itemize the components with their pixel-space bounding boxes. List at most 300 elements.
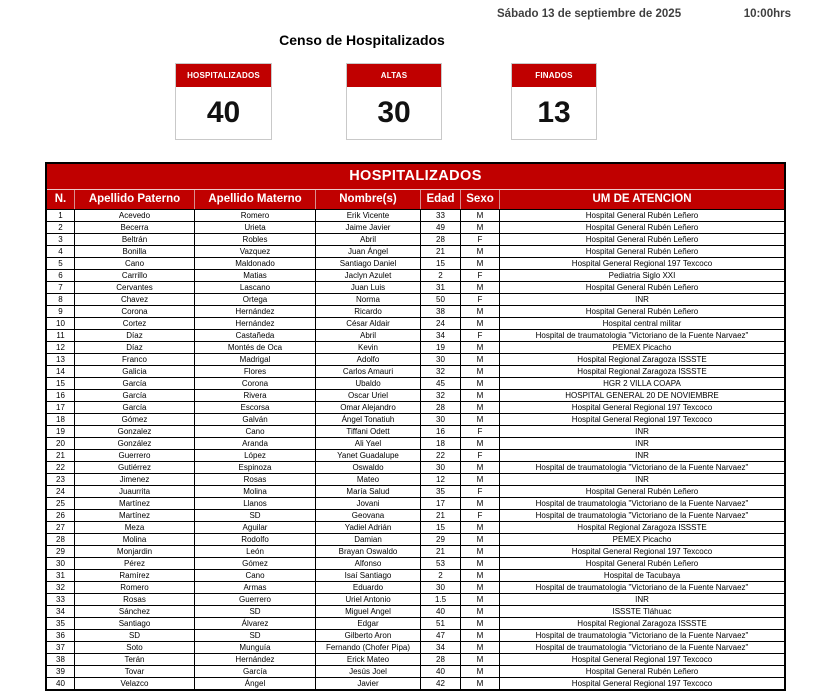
cell-n: 24 — [47, 485, 75, 497]
cell-nombres: Ali Yael — [316, 437, 421, 449]
cell-nombres: Yadiel Adrián — [316, 521, 421, 533]
cell-n: 15 — [47, 377, 75, 389]
cell-sexo: M — [461, 473, 500, 485]
column-header-apellido-materno: Apellido Materno — [195, 190, 316, 209]
cell-sexo: M — [461, 281, 500, 293]
cell-apellido-paterno: Galicia — [75, 365, 195, 377]
cell-sexo: M — [461, 245, 500, 257]
cell-apellido-paterno: Díaz — [75, 329, 195, 341]
cell-n: 40 — [47, 677, 75, 689]
cell-edad: 40 — [421, 665, 461, 677]
cell-nombres: Juan Ángel — [316, 245, 421, 257]
cell-apellido-paterno: Terán — [75, 653, 195, 665]
cell-edad: 47 — [421, 629, 461, 641]
cell-edad: 38 — [421, 305, 461, 317]
cell-nombres: César Aldair — [316, 317, 421, 329]
table-body — [47, 209, 784, 689]
cell-apellido-materno: Espinoza — [195, 461, 316, 473]
cell-nombres: Geovana — [316, 509, 421, 521]
table-row — [47, 425, 784, 437]
cell-edad: 29 — [421, 533, 461, 545]
table-row — [47, 389, 784, 401]
table-row — [47, 665, 784, 677]
cell-n: 22 — [47, 461, 75, 473]
column-header-edad: Edad — [421, 190, 461, 209]
cell-n: 7 — [47, 281, 75, 293]
cell-n: 29 — [47, 545, 75, 557]
cell-um-de-atencion: INR — [500, 437, 784, 449]
cell-sexo: F — [461, 233, 500, 245]
cell-n: 23 — [47, 473, 75, 485]
cell-apellido-paterno: Soto — [75, 641, 195, 653]
cell-apellido-paterno: García — [75, 389, 195, 401]
cell-apellido-paterno: Martínez — [75, 509, 195, 521]
cell-nombres: Eduardo — [316, 581, 421, 593]
cell-apellido-materno: Urieta — [195, 221, 316, 233]
cell-nombres: Oswaldo — [316, 461, 421, 473]
cell-apellido-materno: Lascano — [195, 281, 316, 293]
cell-sexo: M — [461, 401, 500, 413]
cell-sexo: F — [461, 425, 500, 437]
cell-apellido-materno: Maldonado — [195, 257, 316, 269]
cell-nombres: Alfonso — [316, 557, 421, 569]
table-row — [47, 257, 784, 269]
cell-um-de-atencion: Hospital de traumatologia "Victoriano de la Fuente Narvaez" — [500, 497, 784, 509]
cell-apellido-paterno: Meza — [75, 521, 195, 533]
cell-edad: 40 — [421, 605, 461, 617]
cell-apellido-materno: López — [195, 449, 316, 461]
cell-apellido-paterno: Bonilla — [75, 245, 195, 257]
cell-sexo: M — [461, 461, 500, 473]
table-row — [47, 641, 784, 653]
cell-nombres: Abril — [316, 329, 421, 341]
cell-n: 10 — [47, 317, 75, 329]
cell-um-de-atencion: Hospital General Rubén Leñero — [500, 209, 784, 221]
cell-apellido-materno: Molina — [195, 485, 316, 497]
cell-apellido-paterno: Monjardin — [75, 545, 195, 557]
cell-n: 16 — [47, 389, 75, 401]
cell-apellido-paterno: Pérez — [75, 557, 195, 569]
cell-nombres: Ángel Tonatiuh — [316, 413, 421, 425]
cell-n: 20 — [47, 437, 75, 449]
cell-nombres: Edgar — [316, 617, 421, 629]
cell-nombres: Carlos Amauri — [316, 365, 421, 377]
cell-edad: 2 — [421, 269, 461, 281]
table-row — [47, 617, 784, 629]
cell-nombres: María Salud — [316, 485, 421, 497]
cell-um-de-atencion: Hospital General Rubén Leñero — [500, 557, 784, 569]
cell-um-de-atencion: Hospital de traumatologia "Victoriano de la Fuente Narvaez" — [500, 329, 784, 341]
cell-sexo: F — [461, 509, 500, 521]
cell-n: 9 — [47, 305, 75, 317]
summary-card-value: 40 — [206, 96, 241, 129]
cell-sexo: F — [461, 329, 500, 341]
cell-apellido-materno: Montés de Oca — [195, 341, 316, 353]
cell-sexo: M — [461, 221, 500, 233]
cell-um-de-atencion: INR — [500, 473, 784, 485]
cell-sexo: M — [461, 557, 500, 569]
report-time: 10:00hrs — [743, 8, 791, 20]
cell-apellido-materno: Corona — [195, 377, 316, 389]
cell-um-de-atencion: PEMEX Picacho — [500, 533, 784, 545]
table-row — [47, 437, 784, 449]
cell-n: 37 — [47, 641, 75, 653]
cell-apellido-paterno: Martínez — [75, 497, 195, 509]
cell-nombres: Damian — [316, 533, 421, 545]
table-row — [47, 521, 784, 533]
cell-nombres: Fernando (Chofer Pipa) — [316, 641, 421, 653]
cell-sexo: F — [461, 293, 500, 305]
summary-card-label: FINADOS — [512, 64, 596, 87]
cell-sexo: M — [461, 305, 500, 317]
cell-apellido-paterno: Jimenez — [75, 473, 195, 485]
table-row — [47, 533, 784, 545]
cell-apellido-paterno: Cervantes — [75, 281, 195, 293]
cell-sexo: M — [461, 533, 500, 545]
cell-nombres: Erick Mateo — [316, 653, 421, 665]
cell-nombres: Jesús Joel — [316, 665, 421, 677]
cell-sexo: M — [461, 389, 500, 401]
cell-apellido-materno: Gómez — [195, 557, 316, 569]
cell-apellido-materno: Rodolfo — [195, 533, 316, 545]
cell-nombres: Santiago Daniel — [316, 257, 421, 269]
cell-n: 38 — [47, 653, 75, 665]
cell-n: 13 — [47, 353, 75, 365]
cell-edad: 24 — [421, 317, 461, 329]
cell-nombres: Javier — [316, 677, 421, 689]
summary-card-hospitalizados — [175, 63, 272, 140]
cell-apellido-paterno: Ramírez — [75, 569, 195, 581]
summary-card-label: ALTAS — [347, 64, 441, 87]
cell-sexo: M — [461, 545, 500, 557]
cell-apellido-paterno: Cano — [75, 257, 195, 269]
cell-sexo: M — [461, 317, 500, 329]
cell-um-de-atencion: HGR 2 VILLA COAPA — [500, 377, 784, 389]
cell-nombres: Mateo — [316, 473, 421, 485]
cell-n: 32 — [47, 581, 75, 593]
cell-um-de-atencion: Hospital General Rubén Leñero — [500, 485, 784, 497]
cell-apellido-paterno: Carrillo — [75, 269, 195, 281]
cell-nombres: Abril — [316, 233, 421, 245]
cell-um-de-atencion: HOSPITAL GENERAL 20 DE NOVIEMBRE — [500, 389, 784, 401]
cell-um-de-atencion: INR — [500, 425, 784, 437]
cell-um-de-atencion: Hospital de Tacubaya — [500, 569, 784, 581]
cell-edad: 30 — [421, 581, 461, 593]
cell-sexo: M — [461, 641, 500, 653]
cell-apellido-paterno: Corona — [75, 305, 195, 317]
cell-edad: 42 — [421, 677, 461, 689]
table-row — [47, 317, 784, 329]
cell-n: 6 — [47, 269, 75, 281]
cell-n: 11 — [47, 329, 75, 341]
cell-apellido-paterno: Gutiérrez — [75, 461, 195, 473]
cell-n: 27 — [47, 521, 75, 533]
cell-apellido-materno: Romero — [195, 209, 316, 221]
page-title: Censo de Hospitalizados — [279, 32, 445, 48]
cell-sexo: M — [461, 665, 500, 677]
table-row — [47, 281, 784, 293]
table-row — [47, 605, 784, 617]
cell-apellido-materno: Hernández — [195, 317, 316, 329]
table-row — [47, 233, 784, 245]
table-row — [47, 677, 784, 689]
cell-apellido-materno: Robles — [195, 233, 316, 245]
cell-um-de-atencion: Hospital Regional Zaragoza ISSSTE — [500, 521, 784, 533]
cell-apellido-materno: Aguilar — [195, 521, 316, 533]
summary-card-label: HOSPITALIZADOS — [176, 64, 271, 87]
cell-apellido-paterno: Beltrán — [75, 233, 195, 245]
cell-edad: 15 — [421, 521, 461, 533]
cell-nombres: Isaí Santiago — [316, 569, 421, 581]
cell-edad: 50 — [421, 293, 461, 305]
cell-apellido-paterno: Romero — [75, 581, 195, 593]
cell-edad: 17 — [421, 497, 461, 509]
cell-apellido-materno: Matias — [195, 269, 316, 281]
table-row — [47, 629, 784, 641]
cell-nombres: Juan Luis — [316, 281, 421, 293]
table-row — [47, 221, 784, 233]
cell-um-de-atencion: INR — [500, 293, 784, 305]
cell-apellido-paterno: González — [75, 437, 195, 449]
cell-n: 31 — [47, 569, 75, 581]
cell-um-de-atencion: Hospital General Rubén Leñero — [500, 233, 784, 245]
table-banner: HOSPITALIZADOS — [47, 164, 784, 190]
cell-nombres: Miguel Angel — [316, 605, 421, 617]
table-header-row — [47, 190, 784, 209]
cell-apellido-materno: León — [195, 545, 316, 557]
table-row — [47, 461, 784, 473]
cell-edad: 28 — [421, 401, 461, 413]
cell-um-de-atencion: Hospital General Regional 197 Texcoco — [500, 545, 784, 557]
cell-n: 34 — [47, 605, 75, 617]
cell-um-de-atencion: ISSSTE Tláhuac — [500, 605, 784, 617]
cell-apellido-materno: Ortega — [195, 293, 316, 305]
cell-um-de-atencion: Hospital General Regional 197 Texcoco — [500, 257, 784, 269]
cell-um-de-atencion: Pediatria Siglo XXI — [500, 269, 784, 281]
cell-apellido-paterno: Gómez — [75, 413, 195, 425]
table-row — [47, 581, 784, 593]
cell-um-de-atencion: Hospital de traumatologia "Victoriano de la Fuente Narvaez" — [500, 461, 784, 473]
column-header-nombres: Nombre(s) — [316, 190, 421, 209]
cell-apellido-paterno: Tovar — [75, 665, 195, 677]
table-row — [47, 293, 784, 305]
cell-nombres: Kevin — [316, 341, 421, 353]
cell-apellido-paterno: Velazco — [75, 677, 195, 689]
cell-sexo: M — [461, 341, 500, 353]
cell-edad: 33 — [421, 209, 461, 221]
cell-nombres: Oscar Uriel — [316, 389, 421, 401]
cell-n: 21 — [47, 449, 75, 461]
cell-n: 26 — [47, 509, 75, 521]
hospitalized-table — [45, 162, 786, 691]
cell-apellido-materno: Cano — [195, 569, 316, 581]
report-date: Sábado 13 de septiembre de 2025 — [497, 8, 682, 20]
summary-card-altas — [346, 63, 442, 140]
cell-um-de-atencion: Hospital General Regional 197 Texcoco — [500, 653, 784, 665]
cell-apellido-paterno: García — [75, 377, 195, 389]
cell-sexo: M — [461, 209, 500, 221]
cell-edad: 31 — [421, 281, 461, 293]
cell-apellido-materno: García — [195, 665, 316, 677]
cell-n: 1 — [47, 209, 75, 221]
table-row — [47, 557, 784, 569]
cell-sexo: M — [461, 605, 500, 617]
table-row — [47, 401, 784, 413]
cell-apellido-materno: Escorsa — [195, 401, 316, 413]
table-row — [47, 497, 784, 509]
cell-um-de-atencion: Hospital General Regional 197 Texcoco — [500, 677, 784, 689]
table-row — [47, 365, 784, 377]
cell-apellido-paterno: Acevedo — [75, 209, 195, 221]
cell-edad: 18 — [421, 437, 461, 449]
cell-sexo: F — [461, 485, 500, 497]
cell-edad: 19 — [421, 341, 461, 353]
cell-apellido-materno: Flores — [195, 365, 316, 377]
cell-apellido-materno: Hernández — [195, 653, 316, 665]
table-row — [47, 269, 784, 281]
cell-sexo: F — [461, 269, 500, 281]
cell-apellido-materno: Munguía — [195, 641, 316, 653]
cell-sexo: M — [461, 569, 500, 581]
cell-nombres: Jovani — [316, 497, 421, 509]
table-row — [47, 209, 784, 221]
cell-apellido-materno: Galván — [195, 413, 316, 425]
cell-n: 35 — [47, 617, 75, 629]
cell-um-de-atencion: Hospital de traumatologia "Victoriano de la Fuente Narvaez" — [500, 629, 784, 641]
cell-apellido-materno: SD — [195, 629, 316, 641]
cell-edad: 34 — [421, 641, 461, 653]
cell-apellido-materno: Guerrero — [195, 593, 316, 605]
cell-n: 36 — [47, 629, 75, 641]
cell-apellido-materno: Madrigal — [195, 353, 316, 365]
cell-edad: 28 — [421, 653, 461, 665]
table-row — [47, 509, 784, 521]
cell-nombres: Gilberto Aron — [316, 629, 421, 641]
cell-um-de-atencion: Hospital General Regional 197 Texcoco — [500, 401, 784, 413]
cell-sexo: M — [461, 593, 500, 605]
table-row — [47, 329, 784, 341]
cell-n: 30 — [47, 557, 75, 569]
cell-edad: 21 — [421, 545, 461, 557]
cell-sexo: M — [461, 377, 500, 389]
cell-um-de-atencion: Hospital Regional Zaragoza ISSSTE — [500, 365, 784, 377]
cell-n: 14 — [47, 365, 75, 377]
cell-apellido-materno: Ángel — [195, 677, 316, 689]
cell-apellido-paterno: García — [75, 401, 195, 413]
column-header-sexo: Sexo — [461, 190, 500, 209]
cell-edad: 22 — [421, 449, 461, 461]
cell-edad: 1.5 — [421, 593, 461, 605]
report-datetime — [497, 8, 791, 20]
cell-edad: 16 — [421, 425, 461, 437]
cell-edad: 15 — [421, 257, 461, 269]
cell-edad: 30 — [421, 353, 461, 365]
cell-edad: 2 — [421, 569, 461, 581]
cell-edad: 32 — [421, 365, 461, 377]
cell-um-de-atencion: Hospital de traumatologia "Victoriano de la Fuente Narvaez" — [500, 581, 784, 593]
cell-um-de-atencion: Hospital Regional Zaragoza ISSSTE — [500, 617, 784, 629]
cell-apellido-materno: SD — [195, 605, 316, 617]
cell-nombres: Jaime Javier — [316, 221, 421, 233]
cell-nombres: Ubaldo — [316, 377, 421, 389]
cell-edad: 49 — [421, 221, 461, 233]
cell-edad: 45 — [421, 377, 461, 389]
cell-sexo: F — [461, 449, 500, 461]
table-row — [47, 413, 784, 425]
table-row — [47, 341, 784, 353]
cell-nombres: Jaclyn Azulet — [316, 269, 421, 281]
cell-sexo: M — [461, 581, 500, 593]
cell-apellido-materno: Álvarez — [195, 617, 316, 629]
cell-apellido-paterno: Díaz — [75, 341, 195, 353]
cell-n: 18 — [47, 413, 75, 425]
cell-um-de-atencion: Hospital de traumatologia "Victoriano de la Fuente Narvaez" — [500, 641, 784, 653]
cell-um-de-atencion: Hospital General Rubén Leñero — [500, 665, 784, 677]
summary-card-value: 13 — [537, 96, 571, 129]
table-row — [47, 353, 784, 365]
cell-nombres: Erik Vicente — [316, 209, 421, 221]
cell-edad: 34 — [421, 329, 461, 341]
column-header-um-de-atencion: UM DE ATENCION — [592, 193, 692, 205]
table-row — [47, 593, 784, 605]
table-row — [47, 305, 784, 317]
cell-apellido-paterno: Guerrero — [75, 449, 195, 461]
cell-n: 4 — [47, 245, 75, 257]
cell-sexo: M — [461, 353, 500, 365]
cell-apellido-materno: Aranda — [195, 437, 316, 449]
cell-apellido-paterno: Molina — [75, 533, 195, 545]
cell-sexo: M — [461, 257, 500, 269]
cell-um-de-atencion: INR — [500, 449, 784, 461]
table-row — [47, 545, 784, 557]
cell-apellido-materno: Hernández — [195, 305, 316, 317]
cell-nombres: Norma — [316, 293, 421, 305]
cell-edad: 53 — [421, 557, 461, 569]
cell-um-de-atencion: Hospital General Rubén Leñero — [500, 221, 784, 233]
cell-nombres: Omar Alejandro — [316, 401, 421, 413]
cell-apellido-paterno: Franco — [75, 353, 195, 365]
cell-edad: 51 — [421, 617, 461, 629]
cell-um-de-atencion: Hospital General Regional 197 Texcoco — [500, 413, 784, 425]
cell-um-de-atencion: Hospital central militar — [500, 317, 784, 329]
cell-sexo: M — [461, 437, 500, 449]
cell-apellido-paterno: Becerra — [75, 221, 195, 233]
cell-um-de-atencion: Hospital General Rubén Leñero — [500, 281, 784, 293]
cell-nombres: Tiffani Odett — [316, 425, 421, 437]
cell-edad: 21 — [421, 245, 461, 257]
cell-n: 12 — [47, 341, 75, 353]
cell-sexo: M — [461, 497, 500, 509]
cell-apellido-paterno: Chavez — [75, 293, 195, 305]
cell-n: 3 — [47, 233, 75, 245]
cell-sexo: M — [461, 629, 500, 641]
cell-apellido-paterno: SD — [75, 629, 195, 641]
cell-um-de-atencion: Hospital General Rubén Leñero — [500, 245, 784, 257]
table-row — [47, 569, 784, 581]
cell-n: 28 — [47, 533, 75, 545]
cell-apellido-materno: Armas — [195, 581, 316, 593]
cell-nombres: Yanet Guadalupe — [316, 449, 421, 461]
table-row — [47, 449, 784, 461]
cell-um-de-atencion: PEMEX Picacho — [500, 341, 784, 353]
cell-um-de-atencion: Hospital General Rubén Leñero — [500, 305, 784, 317]
cell-edad: 30 — [421, 413, 461, 425]
cell-apellido-materno: Llanos — [195, 497, 316, 509]
cell-sexo: M — [461, 521, 500, 533]
cell-apellido-paterno: Rosas — [75, 593, 195, 605]
table-row — [47, 485, 784, 497]
cell-n: 17 — [47, 401, 75, 413]
